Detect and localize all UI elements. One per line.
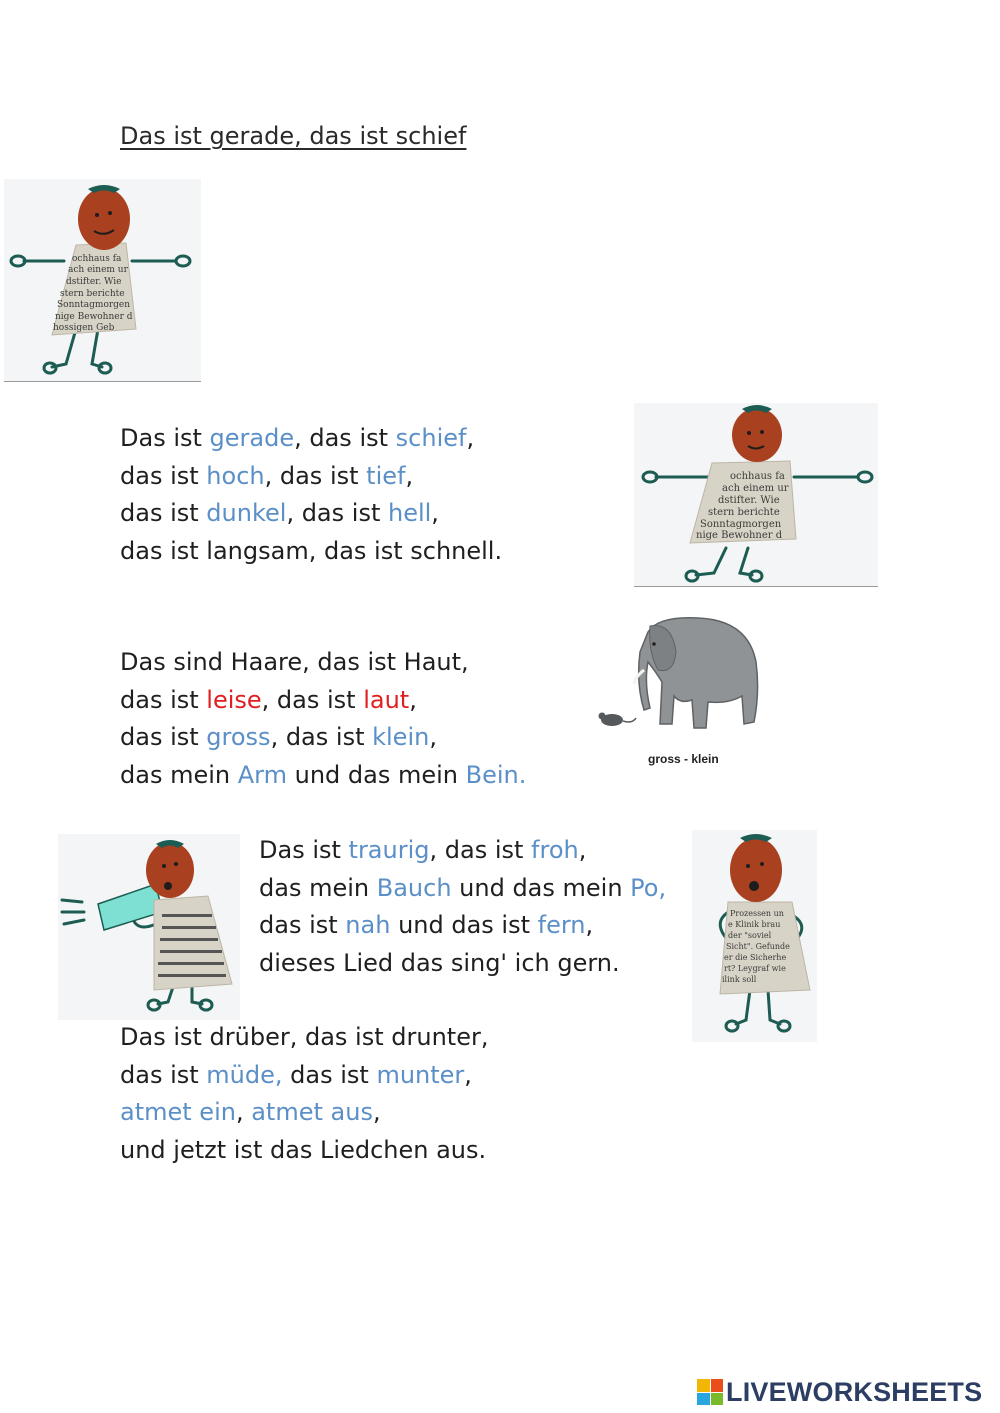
line-text: , das ist bbox=[286, 499, 388, 527]
line-text: und das mein bbox=[451, 873, 631, 902]
newspaper-text-line: der "soviel bbox=[728, 931, 772, 940]
highlighted-word: hell bbox=[387, 499, 432, 527]
line-text: das ist bbox=[259, 911, 346, 939]
line-text: und jetzt ist das Liedchen aus. bbox=[120, 1135, 487, 1164]
newspaper-text-line: Sonntagmorgen bbox=[57, 300, 131, 310]
newspaper-text-line: Prozessen un bbox=[730, 909, 784, 918]
poem-line bbox=[120, 1057, 488, 1095]
line-text: , das ist bbox=[261, 685, 364, 714]
poem-line bbox=[120, 682, 526, 720]
highlighted-word: müde, bbox=[206, 1060, 283, 1089]
image-bottom-line bbox=[634, 586, 878, 587]
logo-text: LIVEWORKSHEETS bbox=[726, 1376, 983, 1407]
line-text: , das ist bbox=[294, 424, 396, 452]
poem-line bbox=[120, 1132, 488, 1170]
line-text: und das ist bbox=[390, 911, 538, 939]
newspaper-text-line: Sicht". Gefunde bbox=[726, 942, 790, 951]
newspaper-text-line: nige Bewohner d bbox=[696, 530, 783, 541]
liveworksheets-logo bbox=[697, 1378, 982, 1406]
highlighted-word: tief bbox=[366, 461, 406, 490]
line-text: , bbox=[372, 1098, 381, 1126]
newspaper-text-line: ach einem ur bbox=[68, 265, 128, 275]
newspaper-text-line: Sonntagmorgen bbox=[700, 519, 782, 530]
poem-line bbox=[120, 420, 502, 458]
line-text: das mein bbox=[259, 873, 377, 902]
newspaper-text-line: rt? Leygraf wie bbox=[724, 964, 786, 973]
highlighted-word: atmet ein bbox=[120, 1098, 236, 1126]
line-text: , bbox=[464, 1060, 472, 1089]
line-text: das mein bbox=[120, 760, 238, 789]
line-text: das ist bbox=[120, 1060, 207, 1089]
logo-icon bbox=[697, 1379, 723, 1405]
highlighted-word: gross bbox=[206, 723, 271, 751]
newspaper-text-line: nige Bewohner d bbox=[55, 312, 133, 322]
highlighted-word: nah bbox=[345, 911, 391, 939]
stanza-4 bbox=[120, 1019, 488, 1169]
highlighted-word: munter bbox=[376, 1060, 465, 1089]
line-text: , bbox=[466, 424, 475, 452]
line-text: , bbox=[431, 499, 439, 527]
newspaper-text-line: stern berichte bbox=[60, 289, 125, 299]
poem-line bbox=[259, 870, 666, 908]
highlighted-word: Arm bbox=[237, 760, 287, 789]
line-text: das ist langsam, das ist schnell. bbox=[120, 536, 503, 565]
newspaper-text-line: ochhaus fa bbox=[730, 471, 785, 482]
poem-line bbox=[120, 495, 502, 533]
stick-figure-hands-on-hips-image bbox=[692, 830, 817, 1042]
newspaper-text-line: hossigen Geb bbox=[53, 323, 115, 333]
line-text: , bbox=[578, 836, 587, 864]
highlighted-word: Bauch bbox=[376, 873, 452, 902]
poem-line bbox=[120, 458, 502, 496]
line-text: Das ist drüber, das ist drunter, bbox=[120, 1023, 489, 1051]
poem-line bbox=[120, 644, 526, 682]
highlighted-word: klein bbox=[372, 723, 430, 751]
line-text: das ist bbox=[120, 499, 207, 527]
line-text: dieses Lied das sing' ich gern. bbox=[259, 948, 620, 977]
stanza-3 bbox=[259, 832, 666, 982]
line-text: , bbox=[429, 723, 437, 751]
newspaper-text-line: ochhaus fa bbox=[72, 254, 122, 264]
highlighted-word: froh bbox=[531, 836, 579, 864]
line-text: Das ist bbox=[259, 836, 349, 864]
line-text: , das ist bbox=[264, 461, 367, 490]
stanza-1 bbox=[120, 420, 502, 570]
stanza-2 bbox=[120, 644, 526, 794]
line-text: , das ist bbox=[429, 836, 532, 864]
newspaper-text-line: er die Sicherhe bbox=[724, 953, 787, 962]
newspaper-text-line: e Klinik brau bbox=[728, 920, 781, 929]
line-text: das ist bbox=[120, 461, 207, 490]
line-text: , bbox=[409, 685, 417, 714]
line-text: das ist bbox=[282, 1060, 377, 1089]
highlighted-word: traurig bbox=[348, 836, 430, 864]
line-text: , bbox=[405, 461, 414, 490]
line-text: das ist bbox=[120, 685, 207, 714]
line-text: , bbox=[585, 911, 594, 939]
line-text: Das ist bbox=[120, 424, 210, 452]
line-text: , das ist bbox=[270, 723, 373, 751]
poem-line bbox=[120, 1019, 488, 1057]
newspaper-text-line: stern berichte bbox=[708, 507, 780, 518]
stick-figure-arms-out-image bbox=[634, 403, 878, 587]
song-title: Das ist gerade, das ist schief bbox=[120, 122, 467, 150]
highlighted-word: Bein. bbox=[465, 760, 527, 789]
highlighted-word: gerade bbox=[209, 424, 295, 452]
highlighted-word: Po, bbox=[630, 873, 667, 902]
stick-figure-arms-out-image bbox=[4, 179, 201, 382]
line-text: , bbox=[235, 1098, 252, 1126]
elephant-mouse-image bbox=[588, 612, 768, 752]
line-text: und das mein bbox=[286, 760, 466, 789]
line-text: Das sind Haare, das ist Haut, bbox=[120, 648, 469, 676]
newspaper-text-line: dstifter. Wie bbox=[66, 277, 122, 287]
highlighted-word: fern bbox=[537, 911, 586, 939]
highlighted-word: laut bbox=[363, 685, 410, 714]
highlighted-word: schief bbox=[395, 424, 467, 452]
line-text: das ist bbox=[120, 723, 207, 751]
newspaper-text-line: dstifter. Wie bbox=[718, 495, 780, 506]
poem-line bbox=[120, 533, 502, 571]
poem-line bbox=[120, 719, 526, 757]
poem-line bbox=[120, 757, 526, 795]
newspaper-text-line: ilink soll bbox=[722, 975, 757, 984]
image-bottom-line bbox=[4, 381, 201, 382]
poem-line bbox=[259, 832, 666, 870]
newspaper-text-line: ach einem ur bbox=[722, 483, 789, 494]
elephant-caption: gross - klein bbox=[648, 752, 719, 766]
highlighted-word: dunkel bbox=[206, 499, 287, 527]
highlighted-word: atmet aus bbox=[251, 1098, 373, 1126]
highlighted-word: hoch bbox=[206, 461, 265, 490]
poem-line bbox=[120, 1094, 488, 1132]
stick-figure-megaphone-image bbox=[58, 834, 240, 1020]
poem-line bbox=[259, 907, 666, 945]
poem-line bbox=[259, 945, 666, 983]
highlighted-word: leise bbox=[206, 685, 262, 714]
